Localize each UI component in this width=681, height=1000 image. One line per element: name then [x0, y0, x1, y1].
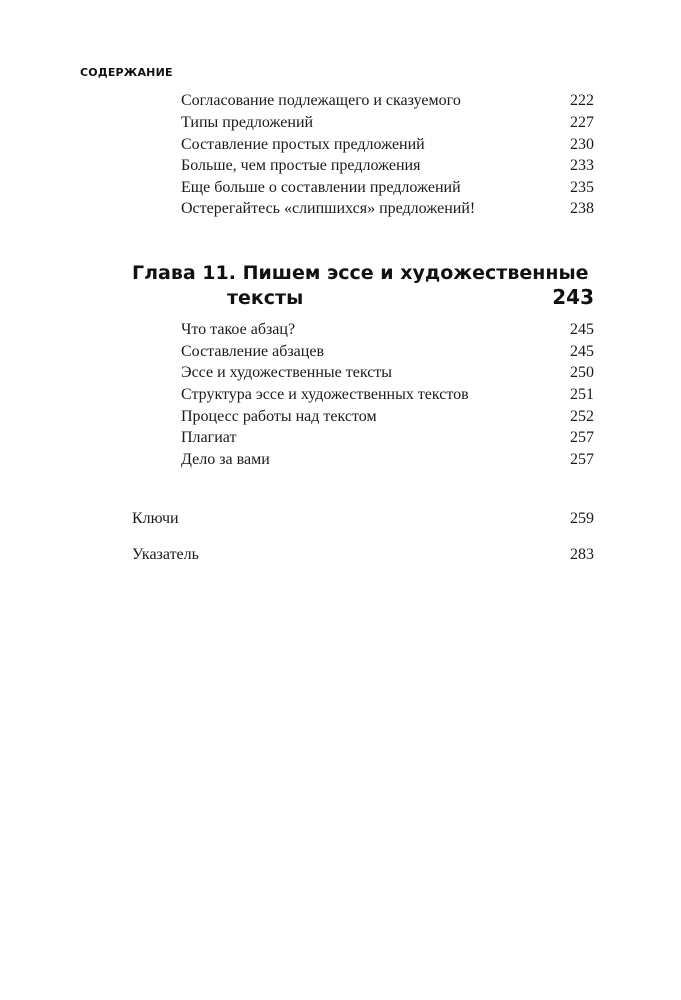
toc-entry-answers[interactable]: [132, 510, 594, 532]
toc-entry-page: 252: [570, 408, 594, 425]
toc-entry-title: Плагиат: [181, 429, 237, 446]
toc-entry[interactable]: [181, 92, 594, 114]
toc-entry-page: 233: [570, 157, 594, 174]
toc-entry[interactable]: [181, 343, 594, 365]
toc-entry-title: Процесс работы над текстом: [181, 408, 377, 425]
chapter-title-continuation[interactable]: [227, 285, 594, 309]
toc-entry[interactable]: [181, 408, 594, 430]
chapter-title[interactable]: Глава 11. Пишем эссе и художественные: [132, 262, 589, 284]
toc-entry-page: 235: [570, 179, 594, 196]
toc-entry-title: Указатель: [132, 546, 199, 563]
toc-entry-page: 283: [570, 546, 594, 563]
toc-entry[interactable]: [181, 157, 594, 179]
toc-entry[interactable]: [181, 451, 594, 473]
toc-entry-page: 222: [570, 92, 594, 109]
toc-entry-page: 230: [570, 136, 594, 153]
running-head: СОДЕРЖАНИЕ: [80, 66, 173, 79]
chapter-title-line2: тексты: [227, 287, 304, 309]
toc-entry-page: 245: [570, 343, 594, 360]
toc-entry-page: 251: [570, 386, 594, 403]
toc-entry-page: 257: [570, 451, 594, 468]
toc-entry-title: Согласование подлежащего и сказуемого: [181, 92, 461, 109]
toc-entry-title: Эссе и художественные тексты: [181, 364, 393, 381]
toc-entry-page: 238: [570, 200, 594, 217]
toc-entry[interactable]: [181, 429, 594, 451]
toc-entry-page: 227: [570, 114, 594, 131]
toc-entry[interactable]: [181, 200, 594, 222]
toc-entry-title: Что такое абзац?: [181, 321, 296, 338]
toc-entry-index[interactable]: [132, 546, 594, 568]
toc-entry-title: Типы предложений: [181, 114, 314, 131]
toc-entry-title: Еще больше о составлении предложений: [181, 179, 461, 196]
toc-entry-page: 259: [570, 510, 594, 527]
chapter-page: 243: [552, 285, 594, 309]
toc-entry[interactable]: [181, 114, 594, 136]
toc-entry-title: Составление простых предложений: [181, 136, 425, 153]
toc-entry[interactable]: [181, 386, 594, 408]
toc-entry[interactable]: [181, 136, 594, 158]
toc-entry-title: Остерегайтесь «слипшихся» предложений!: [181, 200, 476, 217]
toc-entry-page: 257: [570, 429, 594, 446]
toc-entry-title: Ключи: [132, 510, 179, 527]
toc-entry[interactable]: [181, 364, 594, 386]
toc-entry-title: Структура эссе и художественных текстов: [181, 386, 469, 403]
toc-entry-page: 250: [570, 364, 594, 381]
toc-entry-page: 245: [570, 321, 594, 338]
toc-entry-title: Дело за вами: [181, 451, 270, 468]
toc-entry-title: Составление абзацев: [181, 343, 324, 360]
toc-entry[interactable]: [181, 321, 594, 343]
toc-entry-title: Больше, чем простые предложения: [181, 157, 421, 174]
toc-entry[interactable]: [181, 179, 594, 201]
